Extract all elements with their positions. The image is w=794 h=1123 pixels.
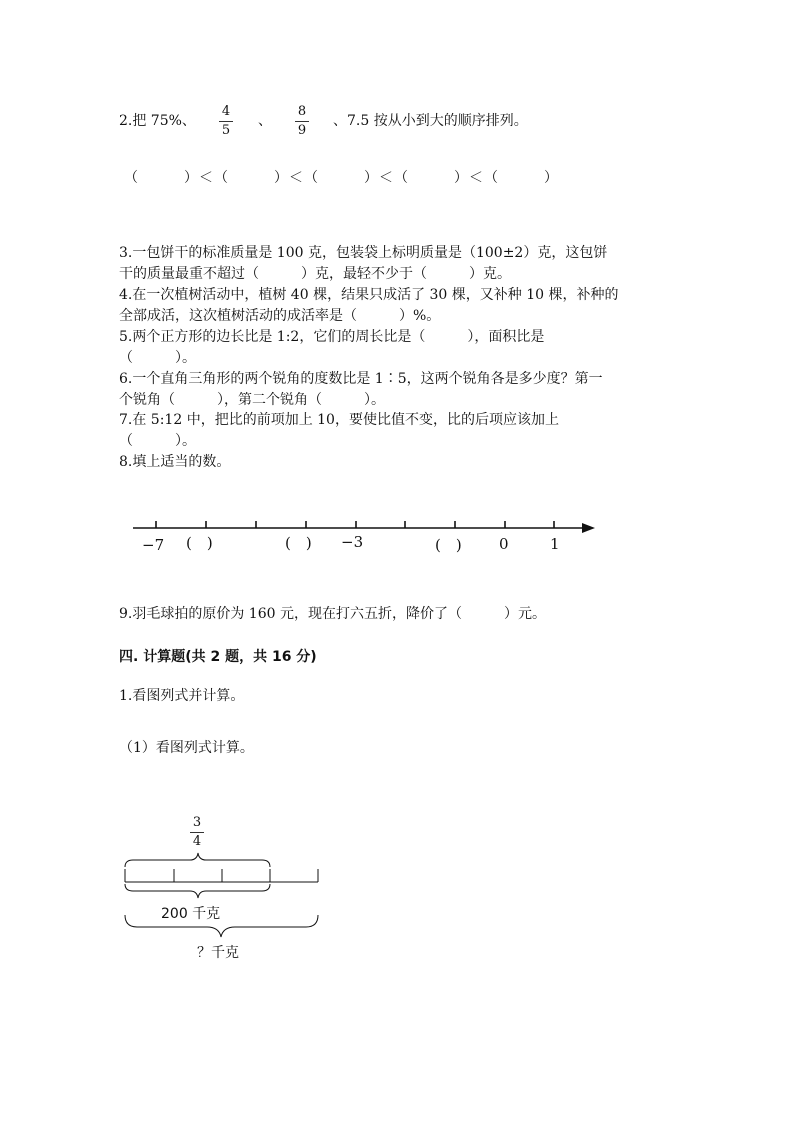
q2-prefix: 2.把 75%、 — [119, 113, 196, 129]
diagram-label-200kg: 200 千克 — [161, 906, 221, 922]
q4-line-1: 4.在一次植树活动中，植树 40 棵，结果只成活了 30 棵，又补种 10 棵，补种的 — [119, 287, 619, 303]
fraction-denominator: 5 — [221, 123, 231, 138]
q2-answer-row: （ ）＜（ ）＜（ ）＜（ ）＜（ ） — [124, 170, 559, 186]
fraction-numerator: 8 — [297, 104, 307, 119]
number-line-label: 0 — [499, 535, 509, 553]
number-line-label: 1 — [550, 535, 560, 553]
q4-line-2: 全部成活，这次植树活动的成活率是（ ）%。 — [119, 308, 441, 324]
q5-line-2: （ ）。 — [119, 350, 196, 366]
fraction-numerator: 4 — [221, 104, 231, 119]
fraction-numerator: 3 — [192, 815, 202, 830]
q6-line-1: 6.一个直角三角形的两个锐角的度数比是 1∶5，这两个锐角各是多少度？第一 — [119, 371, 603, 387]
q2-suffix: 、7.5 按从小到大的顺序排列。 — [333, 113, 528, 129]
number-line-arrow — [582, 523, 595, 533]
q2-separator: 、 — [258, 113, 272, 129]
q9: 9.羽毛球拍的原价为 160 元，现在打六五折，降价了（ ）元。 — [119, 606, 546, 622]
diagram-label-unknown: ？千克 — [197, 945, 239, 961]
number-line-label: ( ) — [186, 534, 213, 552]
top-brace — [125, 853, 270, 867]
bottom-brace — [125, 915, 318, 937]
q8-title: 8.填上适当的数。 — [119, 454, 231, 470]
q7-line-2: （ ）。 — [119, 433, 196, 449]
fraction-denominator: 4 — [192, 834, 202, 849]
section-4-title: 四. 计算题(共 2 题，共 16 分) — [119, 649, 317, 665]
q6-line-2: 个锐角（ ），第二个锐角（ ）。 — [119, 392, 385, 408]
q5-line-1: 5.两个正方形的边长比是 1:2，它们的周长比是（ ），面积比是 — [119, 329, 545, 345]
bar-diagram — [125, 853, 318, 937]
number-line-ticks — [156, 521, 554, 528]
middle-brace — [125, 884, 270, 898]
fraction-denominator: 9 — [297, 123, 307, 138]
q3-line-1: 3.一包饼干的标准质量是 100 克，包装袋上标明质量是（100±2）克，这包饼 — [119, 245, 608, 261]
q3-line-2: 干的质量最重不超过（ ）克，最轻不少于（ ）克。 — [119, 266, 511, 282]
number-line-label: −7 — [142, 536, 165, 554]
q7-line-1: 7.在 5:12 中，把比的前项加上 10，要使比值不变，比的后项应该加上 — [119, 412, 559, 428]
section-4-q1: 1.看图列式并计算。 — [119, 688, 245, 704]
diagram-fraction — [190, 816, 204, 849]
section-4-sub1: （1）看图列式计算。 — [119, 740, 254, 756]
number-line-label: ( ) — [285, 534, 312, 552]
number-line-label: ( ) — [435, 536, 462, 554]
number-line-label: −3 — [341, 533, 364, 551]
